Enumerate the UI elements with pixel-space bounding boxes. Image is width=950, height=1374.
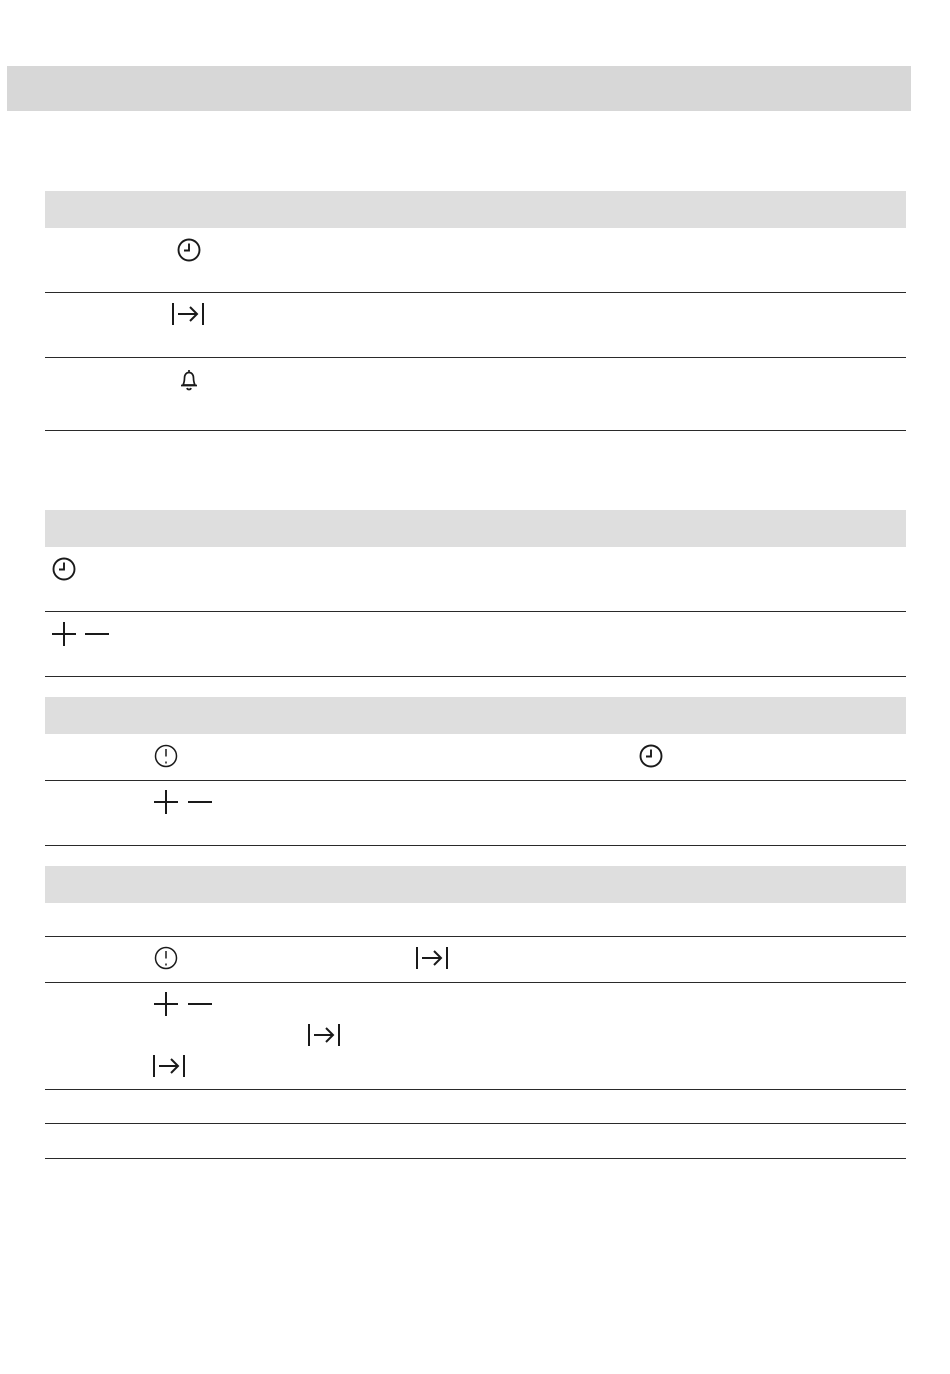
row-divider <box>45 982 906 983</box>
timer-icon <box>153 743 179 769</box>
clock-icon <box>176 237 202 263</box>
skip-to-end-icon <box>306 1022 342 1048</box>
section-3-header <box>45 697 906 734</box>
clock-icon <box>638 743 664 769</box>
row-divider <box>45 780 906 781</box>
skip-to-end-icon <box>414 945 450 971</box>
row-divider <box>45 292 906 293</box>
minus-icon <box>187 789 213 815</box>
clock-icon <box>51 556 77 582</box>
section-end-divider <box>45 676 906 677</box>
section-end-divider <box>45 845 906 846</box>
section-1-header <box>45 191 906 228</box>
plus-icon <box>153 991 179 1017</box>
skip-to-end-icon <box>170 301 206 327</box>
section-end-divider <box>45 430 906 431</box>
row-divider <box>45 936 906 937</box>
bell-icon <box>176 367 202 393</box>
minus-icon <box>84 621 110 647</box>
row-divider <box>45 1123 906 1124</box>
section-4-header <box>45 866 906 903</box>
section-2-header <box>45 510 906 547</box>
plus-icon <box>153 789 179 815</box>
page-title-band <box>7 66 911 111</box>
minus-icon <box>187 991 213 1017</box>
timer-icon <box>153 945 179 971</box>
row-divider <box>45 1089 906 1090</box>
skip-to-end-icon <box>151 1053 187 1079</box>
section-end-divider <box>45 1158 906 1159</box>
row-divider <box>45 611 906 612</box>
plus-icon <box>51 621 77 647</box>
row-divider <box>45 357 906 358</box>
